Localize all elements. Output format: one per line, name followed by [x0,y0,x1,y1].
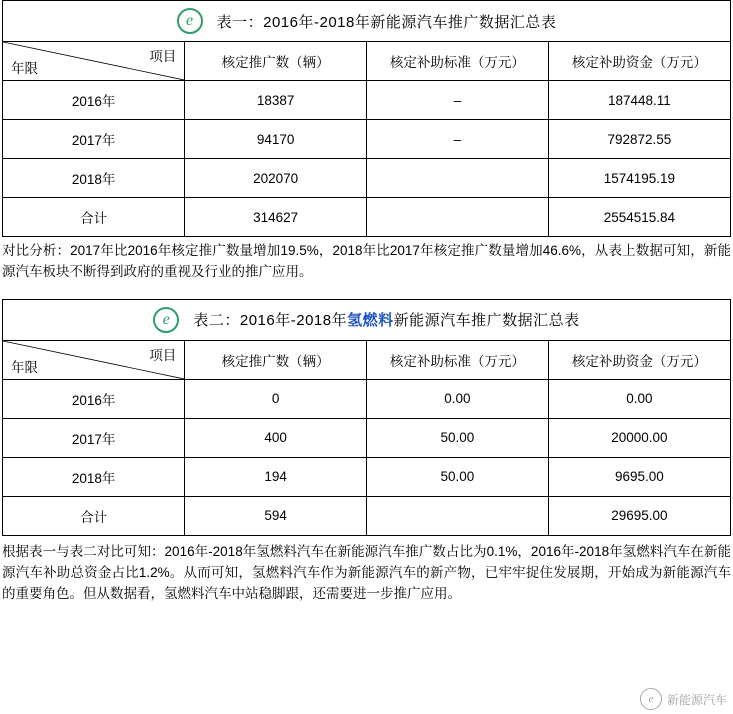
table-two-header-row [3,341,730,380]
table-one-block [2,0,731,237]
row-count: 194 [185,457,367,496]
analysis-note-one: 对比分析：2017年比2016年核定推广数量增加19.5%，2018年比2017年核定推广数量增加46.6%，从表上数据可知，新能源汽车板块不断得到政府的重视及行业的推广应用。 [2,243,731,279]
row-standard: 0.00 [367,379,549,418]
row-count: 18387 [185,81,367,120]
table-one-corner-cell [3,42,185,81]
watermark-logo-letter: e [648,693,654,705]
table-two-title [193,309,579,330]
row-standard: 50.00 [367,418,549,457]
table-two-title-part2: 新能源汽车推广数据汇总表 [393,312,580,330]
table-two-title-row [3,300,730,341]
table-two-title-highlight: 氢燃料 [347,312,394,330]
row-standard [367,496,549,535]
brand-logo-icon [177,8,203,34]
row-count: 94170 [185,120,367,159]
corner-top-label: 项目 [149,347,177,363]
table-one-col-2: 核定补助标准（万元） [367,42,549,81]
watermark-logo-icon [640,688,662,710]
table-one-col-3: 核定补助资金（万元） [548,42,730,81]
row-year: 合计 [3,198,185,237]
table-row [3,457,730,496]
row-standard: – [367,81,549,120]
table-two [3,341,730,535]
table-row [3,120,730,159]
row-amount: 0.00 [548,379,730,418]
row-amount: 187448.11 [548,81,730,120]
row-count: 0 [185,379,367,418]
row-amount: 792872.55 [548,120,730,159]
row-year: 2018年 [3,159,185,198]
row-count: 202070 [185,159,367,198]
table-row [3,418,730,457]
row-year: 2016年 [3,81,185,120]
row-amount: 29695.00 [548,496,730,535]
row-year: 合计 [3,496,185,535]
table-two-col-3: 核定补助资金（万元） [548,341,730,380]
row-year: 2018年 [3,457,185,496]
table-row-total [3,496,730,535]
table-two-col-1: 核定推广数（辆） [185,341,367,380]
row-standard [367,159,549,198]
logo-letter: e [162,310,170,328]
corner-top-label: 项目 [149,49,177,64]
table-one-header-row [3,42,730,81]
table-one-title-prefix: 表一： [216,13,264,31]
row-standard: 50.00 [367,457,549,496]
table-one-title-row [3,1,730,42]
section-spacer [0,283,733,299]
row-year: 2017年 [3,418,185,457]
row-count: 594 [185,496,367,535]
watermark [640,688,727,710]
row-amount: 20000.00 [548,418,730,457]
table-two-title-prefix: 表二： [193,312,240,330]
table-two-corner-cell [3,341,185,380]
table-one [3,42,730,236]
logo-letter: e [186,12,194,29]
row-count: 400 [185,418,367,457]
table-one-title [217,11,557,32]
table-row [3,81,730,120]
table-two-block [2,299,731,536]
analysis-note-two: 根据表一与表二对比可知：2016年-2018年氢燃料汽车在新能源汽车推广数占比为0.1%，2016年-2018年氢燃料汽车在新能源汽车补助总资金占比1.2%。从而可知，氢燃料汽车作为新能源汽车的新产物，已牢牢捉住发展期，开始成为新能源汽车的重要角色。但从数据看，氢燃料汽车中站稳脚跟，还需要进一步推广应用。 [2,543,731,601]
row-amount: 1574195.19 [548,159,730,198]
row-standard: – [367,120,549,159]
brand-logo-icon [153,307,179,333]
row-amount: 2554515.84 [548,198,730,237]
table-two-title-part1: 2016年-2018年 [239,312,348,330]
watermark-text: 新能源汽车 [666,692,727,707]
corner-bottom-label: 年限 [11,61,38,76]
table-row-total [3,198,730,237]
table-row [3,379,730,418]
row-amount: 9695.00 [548,457,730,496]
table-row [3,159,730,198]
row-year: 2017年 [3,120,185,159]
row-count: 314627 [185,198,367,237]
table-one-col-1: 核定推广数（辆） [185,42,367,81]
row-standard [367,198,549,237]
row-year: 2016年 [3,379,185,418]
corner-bottom-label: 年限 [11,359,38,375]
table-two-col-2: 核定补助标准（万元） [367,341,549,380]
table-one-title-main: 2016年-2018年新能源汽车推广数据汇总表 [263,13,557,31]
